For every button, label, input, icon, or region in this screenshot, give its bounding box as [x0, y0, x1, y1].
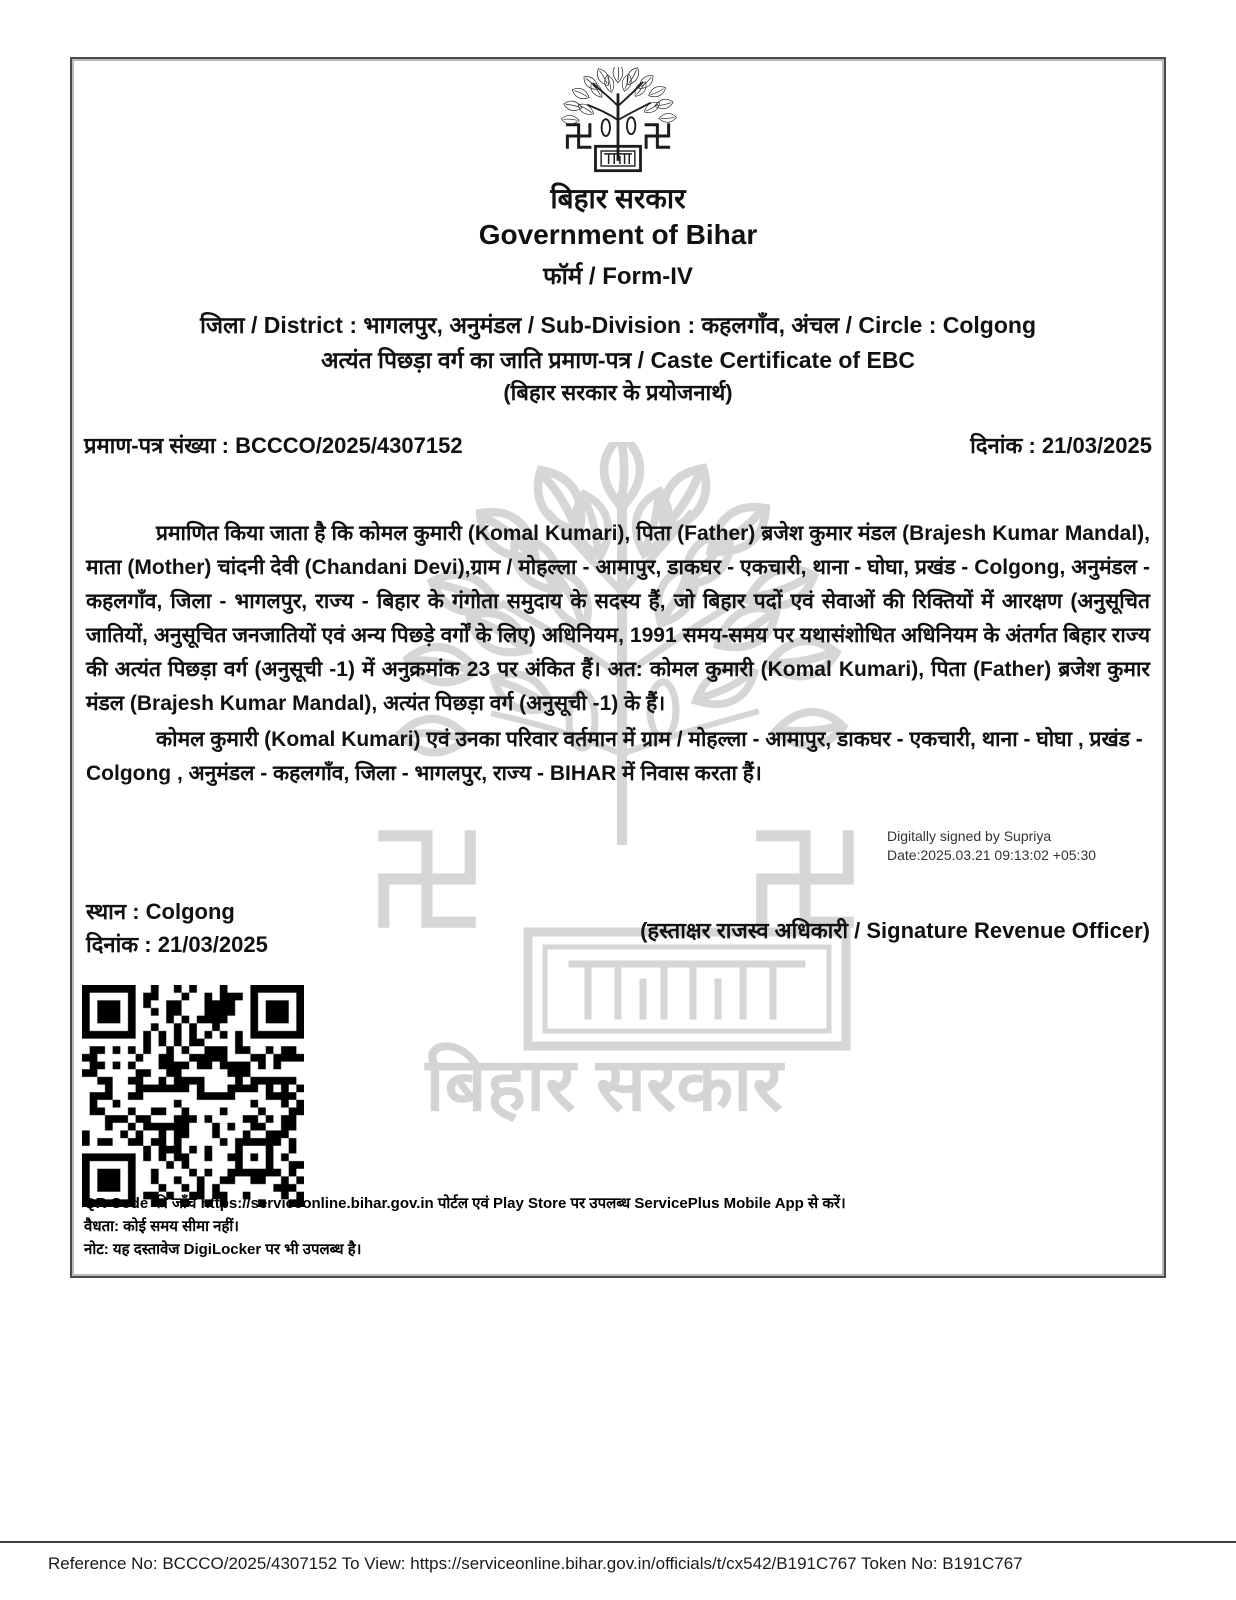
certificate-paragraph-2: कोमल कुमारी (Komal Kumari) एवं उनका परिवार वर्तमान में ग्राम / मोहल्ला - आमापुर, डाकघर - एकचारी, थाना - घोघा , प्रखंड - Colgong , अनुमंडल - कहलगाँव, जिला - भागलपुर, राज्य - BIHAR में निवास करता हैं।: [86, 728, 1143, 785]
certificate-number: प्रमाण-पत्र संख्या : BCCCO/2025/4307152: [84, 433, 463, 458]
certificate-paragraph-1: प्रमाणित किया जाता है कि कोमल कुमारी (Komal Kumari), पिता (Father) ब्रजेश कुमार मंडल (Brajesh Kumar Mandal), माता (Mother) चांदनी देवी (Chandani Devi),ग्राम / मोहल्ला - आमापुर, डाकघर - एकचारी, थाना - घोघा, प्रखंड - Colgong, अनुमंडल - कहलगाँव, जिला - भागलपुर, राज्य - बिहार के गंगोता समुदाय के सदस्य हैं, जो बिहार पदों एवं सेवाओं की रिक्तियों में आरक्षण (अनुसूचित जातियों, अनुसूचित जनजातियों एवं अन्य पिछड़े वर्गों के लिए) अधिनियम, 1991 समय-समय पर यथासंशोधित अधिनियम के अंतर्गत बिहार राज्य की अत्यंत पिछड़ा वर्ग (अनुसूची -1) में अनुक्रमांक 23 पर अंकित हैं। अत: कोमल कुमारी (Komal Kumari), पिता (Father) ब्रजेश कुमार मंडल (Brajesh Kumar Mandal), अत्यंत पिछड़ा वर्ग (अनुसूची -1) के हैं।: [86, 522, 1150, 715]
district-line: जिला / District : भागलपुर, अनुमंडल / Sub-Division : कहलगाँव, अंचल / Circle : Colgong: [199, 312, 1036, 338]
qr-code-image: [82, 985, 304, 1207]
swastika-icon: [646, 125, 669, 148]
place-date-block: [86, 895, 268, 961]
qr-code: [82, 985, 304, 1207]
digital-signature-block: [887, 827, 1096, 865]
bihar-emblem-logo-icon: [543, 67, 693, 175]
date-line: दिनांक : 21/03/2025: [86, 932, 268, 957]
officer-signature-line: (हस्ताक्षर राजस्व अधिकारी / Signature Revenue Officer): [640, 918, 1150, 943]
qr-check-note: QR Code की जाँच https://serviceonline.bihar.gov.in पोर्टल एवं Play Store पर उपलब्ध ServicePlus Mobile App से करें।: [84, 1195, 846, 1212]
reference-line: Reference No: BCCCO/2025/4307152 To View: https://serviceonline.bihar.gov.in/officials/t/cx542/B191C767 Token No: B191C767: [48, 1554, 1023, 1573]
org-name-english: Government of Bihar: [478, 219, 758, 250]
certificate-meta-row: [84, 430, 1152, 460]
form-title: फॉर्म / Form-IV: [543, 263, 693, 290]
digital-signature-line-2: Date:2025.03.21 09:13:02 +05:30: [887, 847, 1097, 863]
footer-notes: [84, 1192, 846, 1261]
digilocker-note: नोट: यह दस्तावेज DigiLocker पर भी उपलब्ध है।: [84, 1241, 362, 1258]
footer-divider: [0, 1541, 1236, 1543]
watermark-text: बिहार सरकार: [425, 1043, 783, 1122]
certificate-border-box: [70, 57, 1166, 1278]
purpose-line: (बिहार सरकार के प्रयोजनार्थ): [503, 380, 733, 405]
validity-note: वैधता: कोई समय सीमा नहीं।: [84, 1218, 239, 1235]
certificate-title: अत्यंत पिछड़ा वर्ग का जाति प्रमाण-पत्र / Caste Certificate of EBC: [320, 347, 916, 373]
place-line: स्थान : Colgong: [86, 899, 235, 924]
org-name-hindi: बिहार सरकार: [550, 183, 686, 214]
digital-signature-line-1: Digitally signed by Supriya: [887, 828, 1052, 844]
certificate-content: [72, 59, 1164, 1276]
swastika-icon: [567, 125, 590, 148]
issue-date: दिनांक : 21/03/2025: [970, 433, 1152, 458]
